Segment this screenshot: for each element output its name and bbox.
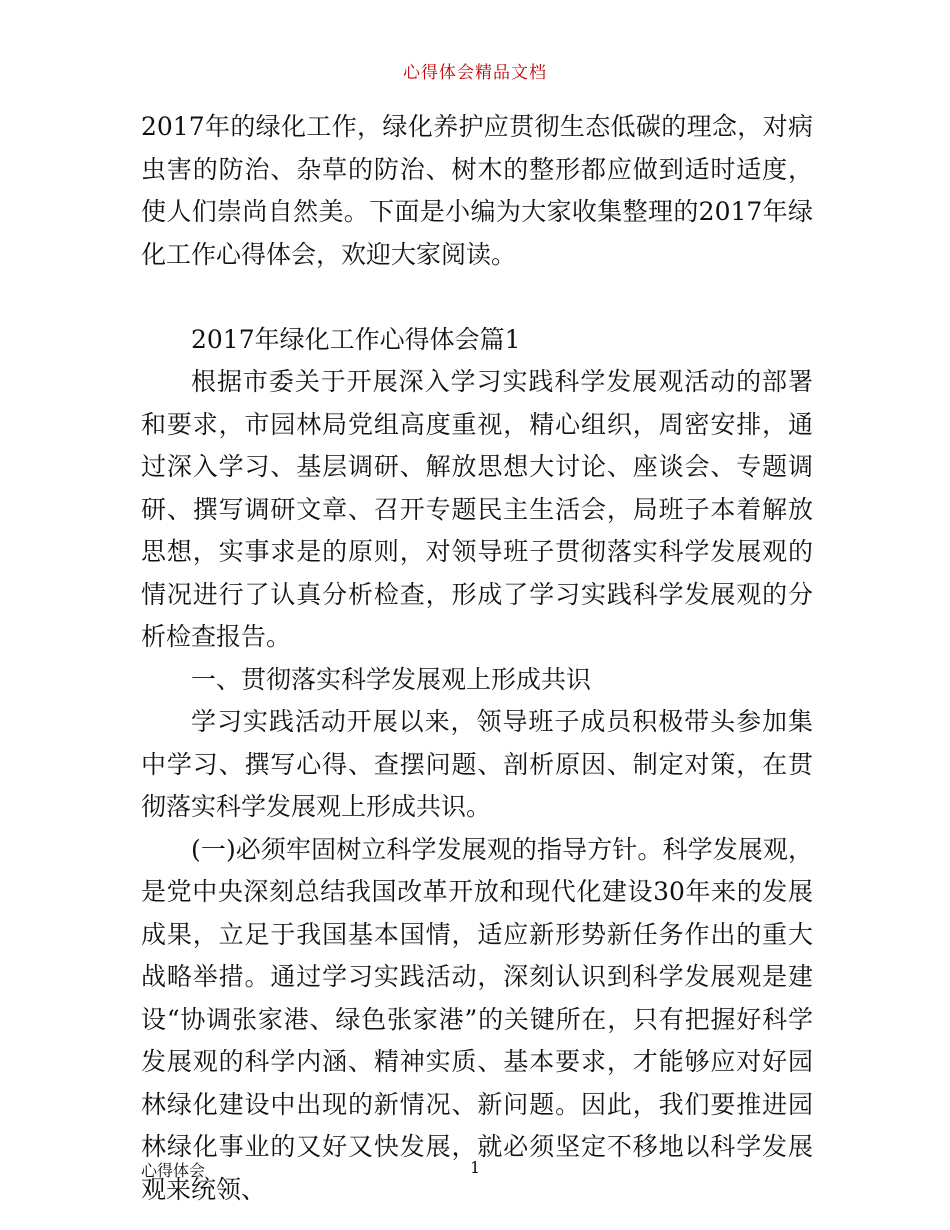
page-number: 1 xyxy=(470,1158,481,1177)
paragraph-spacer xyxy=(141,276,813,319)
page-header-title: 心得体会精品文档 xyxy=(403,63,547,83)
intro-paragraph: 2017年的绿化工作，绿化养护应贯彻生态低碳的理念，对病虫害的防治、杂草的防治、树木的整形都应做到适时适度，使人们崇尚自然美。下面是小编为大家收集整理的2017年绿化工作心得体会，欢迎大家阅读。 xyxy=(141,112,813,269)
document-body xyxy=(141,106,813,1211)
section-heading-1: 一、贯彻落实科学发展观上形成共识 xyxy=(191,664,592,694)
section-title: 2017年绿化工作心得体会篇1 xyxy=(191,324,521,354)
body-paragraph-1: 根据市委关于开展深入学习实践科学发展观活动的部署和要求，市园林局党组高度重视，精心组织，周密安排，通过深入学习、基层调研、解放思想大讨论、座谈会、专题调研、撰写调研文章、召开专题民主生活会，局班子本着解放思想，实事求是的原则，对领导班子贯彻落实科学发展观的情况进行了认真分析检查，形成了学习实践科学发展观的分析检查报告。 xyxy=(141,367,813,651)
body-paragraph-2: 学习实践活动开展以来，领导班子成员积极带头参加集中学习、撰写心得、查摆问题、剖析原因、制定对策，在贯彻落实科学发展观上形成共识。 xyxy=(141,707,813,821)
body-paragraph-3: (一)必须牢固树立科学发展观的指导方针。科学发展观，是党中央深刻总结我国改革开放和现代化建设30年来的发展成果，立足于我国基本国情，适应新形势新任务作出的重大战略举措。通过学习实践活动，深刻认识到科学发展观是建设“协调张家港、绿色张家港”的关键所在，只有把握好科学发展观的科学内涵、精神实质、基本要求，才能够应对好园林绿化建设中出现的新情况、新问题。因此，我们要推进园林绿化事业的又好又快发展，就必须坚定不移地以科学发展观来统领、 xyxy=(141,834,813,1204)
footer-label: 心得体会 xyxy=(141,1161,206,1180)
